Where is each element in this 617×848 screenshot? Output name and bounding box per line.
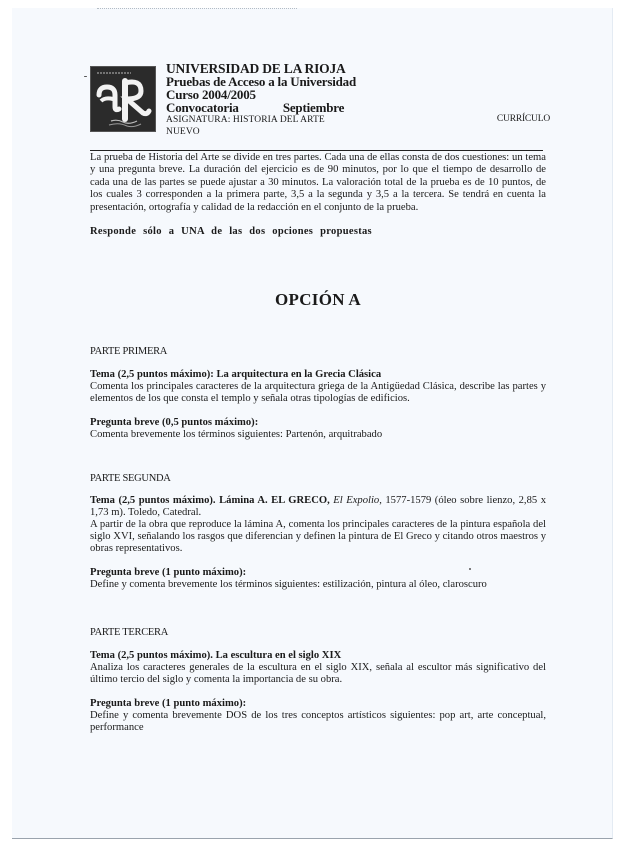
part-title: PARTE SEGUNDA <box>90 473 171 484</box>
scan-speck <box>469 568 471 570</box>
exam-name: Pruebas de Acceso a la Universidad <box>166 74 357 89</box>
tema-block <box>90 369 546 405</box>
convocatoria-label: Convocatoria <box>166 100 239 115</box>
part-title: PARTE TERCERA <box>90 627 169 638</box>
part-title: PARTE PRIMERA <box>90 346 168 357</box>
document-body <box>90 152 546 237</box>
convocatoria-line <box>166 101 356 114</box>
option-heading-wrap <box>90 290 546 310</box>
pregunta-block <box>90 698 546 734</box>
tema-lead: Tema (2,5 puntos máximo): <box>90 369 214 380</box>
tema-title-details: , 1577-1579 (óleo sobre lienzo, 2,85 x 1,73 m). Toledo, Catedral. <box>90 495 547 518</box>
tema-block <box>90 650 546 686</box>
pregunta-lead: Pregunta breve (1 punto máximo): <box>90 567 247 578</box>
pregunta-text: Define y comenta brevemente DOS de los tres conceptos artísticos siguientes: pop art, arte conceptual, performance <box>90 710 546 733</box>
tema-title: La escultura en el siglo XIX <box>215 650 342 661</box>
option-title: OPCIÓN A <box>275 290 361 309</box>
tema-text: A partir de la obra que reproduce la lámina A, comenta los principales caracteres de la pintura española del siglo XVI, señalando los rasgos que diferencian y definen la pintura de El Greco y citando otros maestros y obras representativos. <box>90 519 546 554</box>
pregunta-lead: Pregunta breve (0,5 puntos máximo): <box>90 417 259 428</box>
intro-paragraph: La prueba de Historia del Arte se divide en tres partes. Cada una de ellas consta de dos cuestiones: un tema y una pregunta breve. La duración del ejercicio es de 90 minutos, por lo que el tiempo de desarrollo de cada una de las partes se puede ajustar a 30 minutos. La valoración total de la prueba es de 10 puntos, de los cuales 3 corresponden a la primera parte, 3,5 a la segunda y 3,5 a la tercera. Se tendrá en cuenta la presentación, ortografía y calidad de la redacción en el conjunto de la prueba. <box>90 152 546 213</box>
tema-lead: Tema (2,5 puntos máximo). <box>90 495 216 506</box>
artwork-title: El Expolio <box>333 495 380 506</box>
tema-text: Comenta los principales caracteres de la arquitectura griega de la Antigüedad Clásica, describe las partes y elementos de los que consta el templo y señala otras tipologías de edificios. <box>90 381 546 404</box>
pregunta-block <box>90 417 546 441</box>
convocatoria-value: Septiembre <box>282 100 345 115</box>
header-text-block <box>166 62 356 138</box>
curriculo-label: CURRÍCULO <box>496 114 550 124</box>
part-third <box>90 627 546 734</box>
university-name: UNIVERSIDAD DE LA RIOJA <box>166 61 346 76</box>
tema-lead: Tema (2,5 puntos máximo). <box>90 650 213 661</box>
pregunta-lead: Pregunta breve (1 punto máximo): <box>90 698 247 709</box>
tema-title: Lámina A. EL GRECO, <box>219 495 330 506</box>
part-first <box>90 346 546 441</box>
plan-label: NUEVO <box>166 127 200 137</box>
course-year: Curso 2004/2005 <box>166 87 256 102</box>
pregunta-block <box>90 567 546 591</box>
tema-text: Analiza los caracteres generales de la escultura en el siglo XIX, señala al escultor más significativo del último tercio del siglo y comenta la importancia de su obra. <box>90 662 546 685</box>
document-header <box>90 62 550 138</box>
subject-line: ASIGNATURA: HISTORIA DEL ARTE <box>166 115 325 125</box>
part-second <box>90 473 546 591</box>
pregunta-text: Define y comenta brevemente los términos siguientes: estilización, pintura al óleo, claroscuro <box>90 579 487 590</box>
pregunta-text: Comenta brevemente los términos siguientes: Partenón, arquitrabado <box>90 429 383 440</box>
scan-speck <box>84 76 87 77</box>
instruction-text: Responde sólo a UNA de las dos opciones propuestas <box>90 226 372 238</box>
scan-artifact <box>97 8 297 12</box>
tema-block <box>90 495 546 555</box>
tema-title: La arquitectura en la Grecia Clásica <box>216 369 382 380</box>
header-separator <box>90 150 543 151</box>
university-logo-icon <box>90 66 156 132</box>
